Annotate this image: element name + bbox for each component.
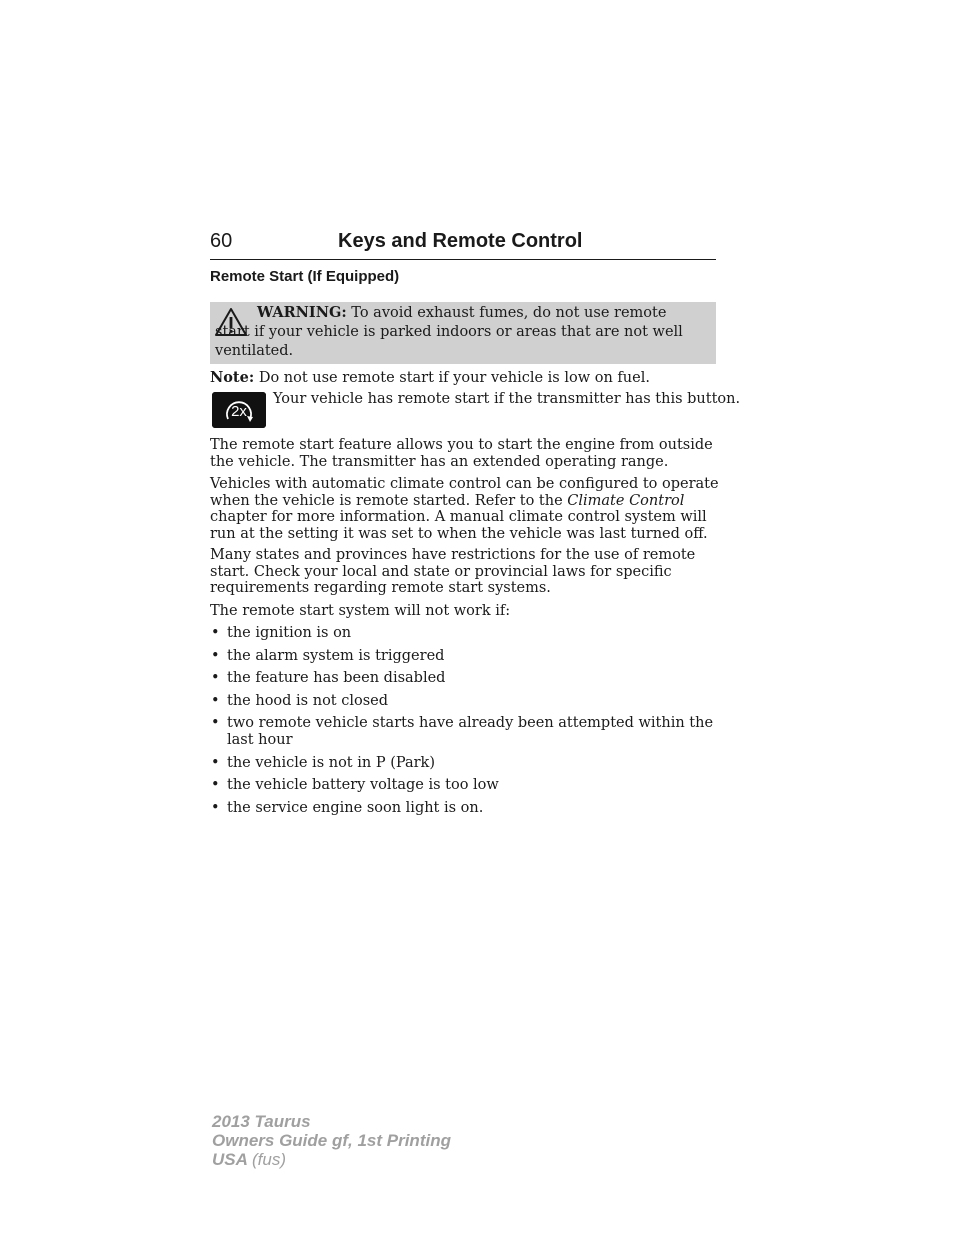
- footer-model: 2013 Taurus: [212, 1112, 311, 1131]
- section-title: Remote Start (If Equipped): [210, 268, 400, 285]
- conditions-list: [210, 625, 720, 822]
- paragraph-climate-control-before: Vehicles with automatic climate control can be configured to operate when the vehicle is remote started. Refer to the: [210, 476, 719, 509]
- paragraph-climate-control-after: chapter for more information. A manual climate control system will run at the setting it was set to when the vehicle was last turned off.: [210, 509, 708, 542]
- list-item: • two remote vehicle starts have already been attempted within the last hour: [211, 715, 714, 748]
- paragraph-will-not-work: The remote start system will not work if:: [210, 603, 511, 619]
- warning-text: [215, 303, 705, 361]
- list-item: • the service engine soon light is on.: [211, 799, 484, 816]
- note-text: Do not use remote start if your vehicle is low on fuel.: [258, 370, 650, 386]
- list-item: • the vehicle battery voltage is too low: [211, 777, 499, 793]
- warning-box: [210, 302, 716, 364]
- paragraph-climate-control: [210, 476, 720, 542]
- list-item: • the ignition is on: [211, 625, 352, 641]
- footer-region-code: (fus): [252, 1150, 286, 1169]
- list-item: • the hood is not closed: [211, 692, 389, 709]
- footer-region: [212, 1150, 451, 1169]
- note: [210, 368, 650, 388]
- remote-icon-label: 2x: [231, 403, 247, 420]
- paragraph-remote-start-feature: The remote start feature allows you to start the engine from outside the vehicle. The transmitter has an extended operating range.: [210, 437, 713, 470]
- footer: [212, 1112, 451, 1169]
- list-item: • the feature has been disabled: [211, 670, 446, 686]
- footer-region-main: USA: [212, 1150, 248, 1169]
- list-item: • the vehicle is not in P (Park): [211, 754, 435, 771]
- paragraph-restrictions: Many states and provinces have restrictions for the use of remote start. Check your local and state or provincial laws for specific requirements regarding remote start systems.: [210, 547, 696, 596]
- footer-guide: Owners Guide gf, 1st Printing: [212, 1131, 451, 1150]
- note-label: Note:: [210, 369, 255, 386]
- remote-start-2x-icon: [212, 392, 266, 428]
- chapter-title: Keys and Remote Control: [338, 230, 583, 252]
- page-header: [210, 229, 716, 260]
- climate-control-reference: Climate Control: [567, 492, 685, 509]
- page-number: 60: [210, 230, 233, 252]
- warning-label: WARNING:: [257, 304, 347, 321]
- remote-button-text: Your vehicle has remote start if the transmitter has this button.: [273, 391, 741, 407]
- warning-body: To avoid exhaust fumes, do not use remote start if your vehicle is parked indoors or areas that are not well ventilated.: [215, 305, 683, 359]
- list-item: • the alarm system is triggered: [211, 647, 445, 664]
